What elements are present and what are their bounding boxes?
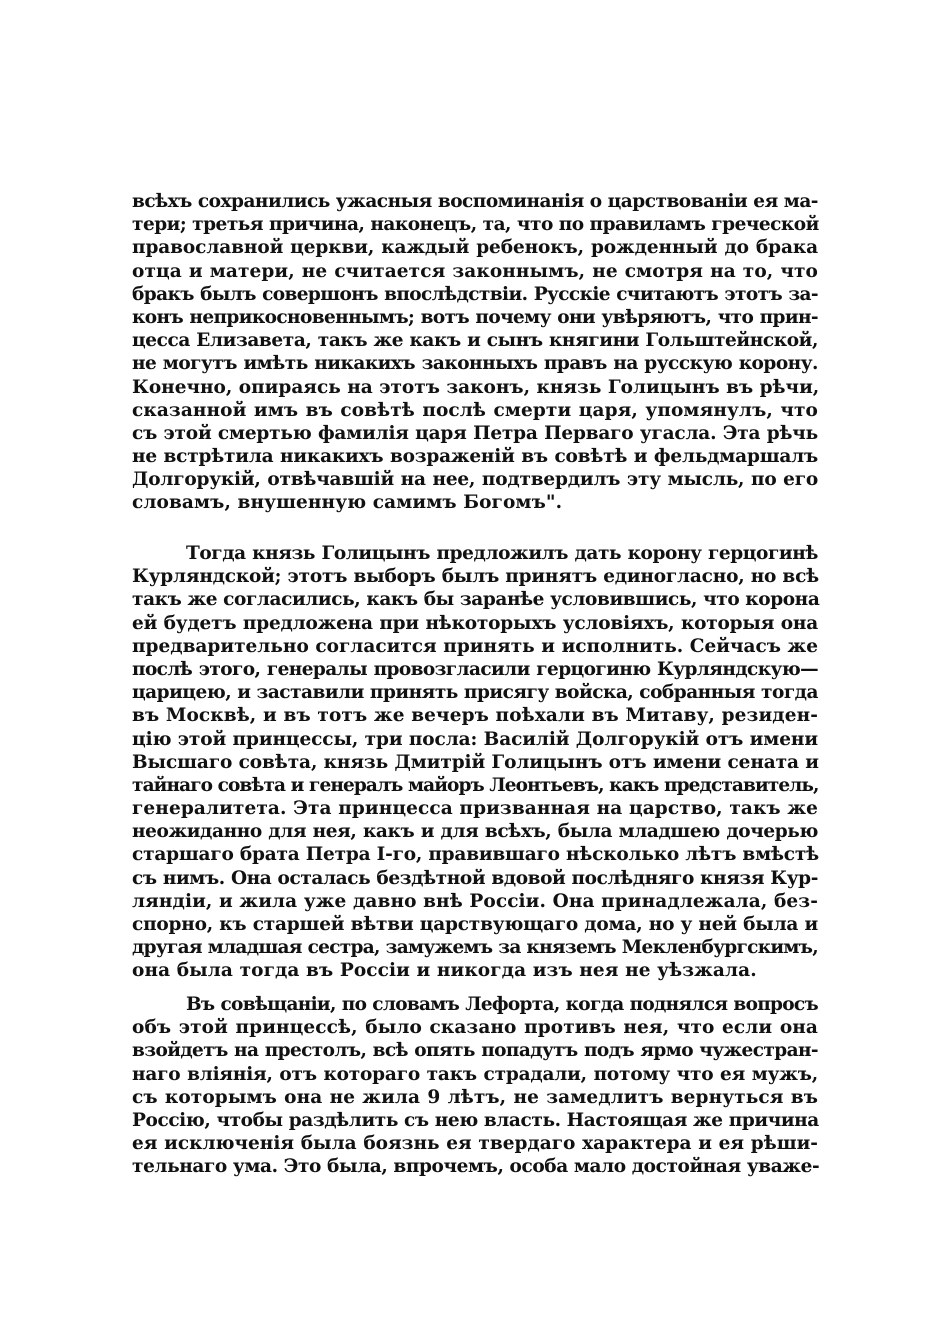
text-line: взойдетъ на престолъ, всѣ опять попадутъ подъ ярмо чужестран-: [132, 1040, 818, 1062]
text-line: генералитета. Эта принцесса призванная на царство, такъ же: [132, 798, 818, 820]
text-line: бракъ былъ совершонъ впослѣдствіи. Русскіе считаютъ этотъ за-: [132, 283, 818, 305]
text-line: цесса Елизавета, такъ же какъ и сынъ княгини Гольштейнской,: [132, 330, 818, 352]
text-line: ляндіи, и жила уже давно внѣ Россіи. Она принадлежала, без-: [132, 890, 818, 912]
text-line: наго вліянія, отъ котораго такъ страдали, потому что ея мужъ,: [132, 1063, 818, 1085]
text-line: сказанной имъ въ совѣтѣ послѣ смерти царя, упомянулъ, что: [132, 399, 818, 421]
text-line: тельнаго ума. Это была, впрочемъ, особа мало достойная уваже-: [132, 1156, 820, 1178]
text-line: ея исключенія была боязнь ея твердаго характера и ея рѣши-: [132, 1133, 818, 1155]
text-line: такъ же согласились, какъ бы заранѣе условившись, что корона: [132, 589, 820, 611]
text-line: съ этой смертью фамилія царя Петра Перваго угасла. Эта рѣчь: [132, 422, 818, 444]
text-line: цію этой принцессы, три посла: Василій Долгорукій отъ имени: [132, 728, 818, 750]
paragraph-3: [132, 993, 818, 1179]
text-line: конъ неприкосновеннымъ; вотъ почему они увѣряютъ, что прин-: [132, 306, 818, 328]
paragraph-1: [132, 190, 818, 515]
text-line: Высшаго совѣта, князь Дмитрій Голицынъ отъ имени сената и: [132, 751, 819, 773]
text-line: послѣ этого, генералы провозгласили герцогиню Курляндскую—: [132, 658, 818, 680]
text-line: отца и матери, не считается законнымъ, не смотря на то, что: [132, 260, 818, 282]
text-line: царицею, и заставили принять присягу войска, собранныя тогда: [132, 682, 818, 704]
text-line: Курляндской; этотъ выборъ былъ принятъ единогласно, но всѣ: [132, 566, 819, 588]
text-line: неожиданно для нея, какъ и для всѣхъ, была младшею дочерью: [132, 821, 818, 843]
text-line: тери; третья причина, наконецъ, та, что по правиламъ греческой: [132, 214, 819, 236]
text-line: объ этой принцессѣ, было сказано противъ нея, что если она: [132, 1017, 818, 1039]
paragraph-2: [132, 542, 818, 983]
text-line: Въ совѣщаніи, по словамъ Лефорта, когда поднялся вопросъ: [186, 994, 818, 1015]
text-line: ей будетъ предложена при нѣкоторыхъ условіяхъ, которыя она: [132, 612, 818, 634]
text-line: не встрѣтила никакихъ возраженій въ совѣтѣ и фельдмаршалъ: [132, 446, 818, 468]
text-line: православной церкви, каждый ребенокъ, рожденный до брака: [132, 237, 818, 259]
text-line: съ которымъ она не жила 9 лѣтъ, не замедлитъ вернуться въ: [132, 1086, 818, 1108]
text-line: Долгорукій, отвѣчавшій на нее, подтвердилъ эту мысль, по его: [132, 469, 818, 491]
text-line: съ нимъ. Она осталась бездѣтной вдовой послѣдняго князя Кур-: [132, 867, 818, 889]
text-line: спорно, къ старшей вѣтви царствующаго дома, но у ней была и: [132, 914, 818, 935]
text-line: старшаго брата Петра I-го, правившаго нѣсколько лѣтъ вмѣстѣ: [132, 844, 819, 866]
text-line: въ Москвѣ, и въ тотъ же вечеръ поѣхали въ Митаву, резиден-: [132, 705, 818, 727]
text-line: она была тогда въ Россіи и никогда изъ нея не уѣзжала.: [132, 960, 757, 982]
text-line: Россію, чтобы раздѣлить съ нею власть. Настоящая же причина: [132, 1109, 819, 1131]
text-line: предварительно согласится принять и исполнить. Сейчасъ же: [132, 635, 818, 657]
text-line: словамъ, внушенную самимъ Богомъ".: [132, 492, 563, 514]
text-line: Тогда князь Голицынъ предложилъ дать корону герцогинѣ: [186, 543, 818, 564]
text-line: Конечно, опираясь на этотъ законъ, князь Голицынъ въ рѣчи,: [132, 376, 820, 398]
text-line: тайнаго совѣта и генералъ майоръ Леонтьевъ, какъ представитель,: [132, 774, 819, 796]
text-line: не могутъ имѣть никакихъ законныхъ правъ на русскую корону.: [132, 353, 818, 375]
text-line: всѣхъ сохранились ужасныя воспоминанія о царствованіи ея ма-: [132, 191, 818, 212]
text-line: другая младшая сестра, замужемъ за княземъ Мекленбургскимъ,: [132, 937, 818, 959]
